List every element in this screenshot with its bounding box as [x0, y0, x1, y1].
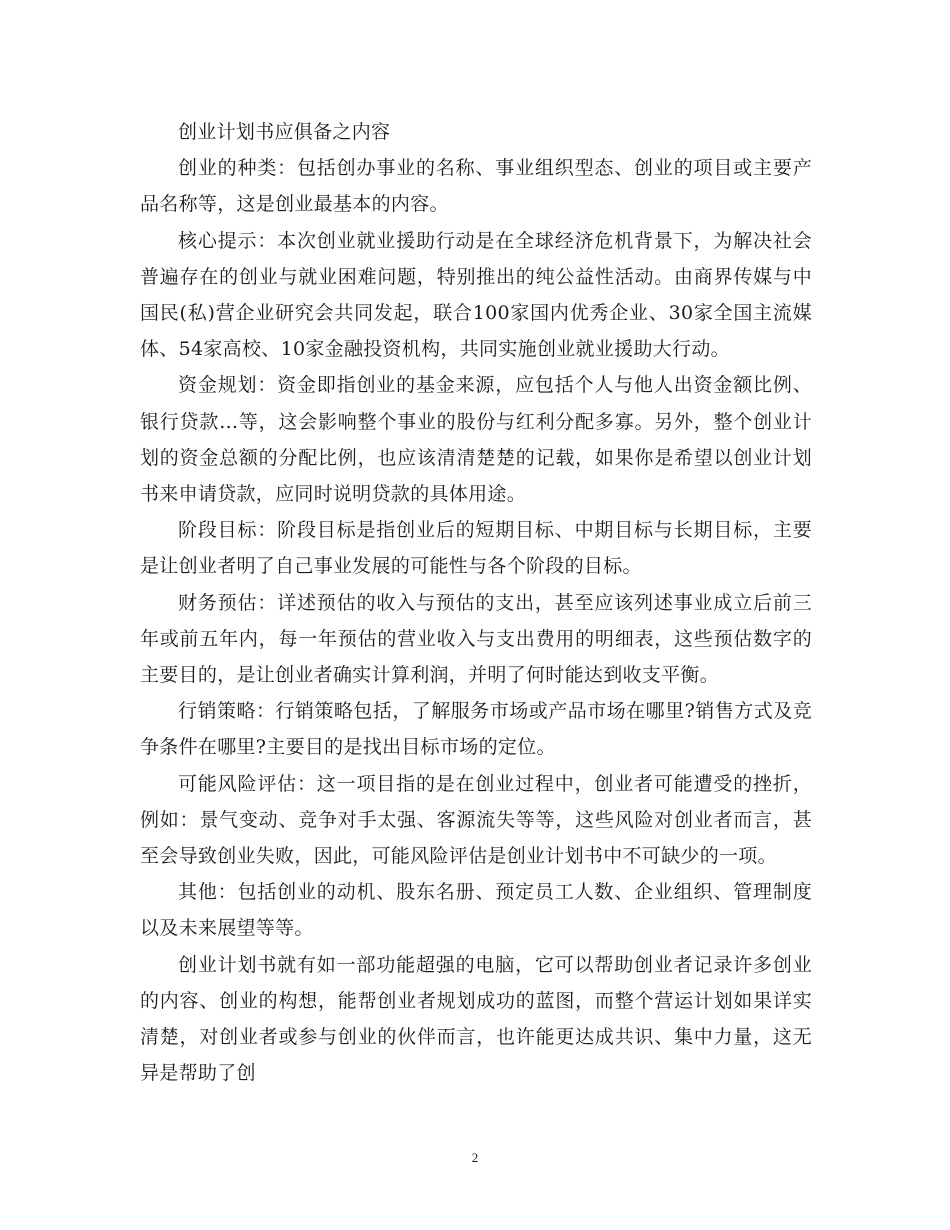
- paragraph-other: 其他：包括创业的动机、股东名册、预定员工人数、企业组织、管理制度以及未来展望等等。: [140, 881, 812, 940]
- paragraph-business-type: 创业的种类：包括创办事业的名称、事业组织型态、创业的项目或主要产品名称等，这是创业最基本的内容。: [140, 157, 812, 216]
- paragraph-risk-assessment: 可能风险评估：这一项目指的是在创业过程中，创业者可能遭受的挫折，例如：景气变动、竞争对手太强、客源流失等等，这些风险对创业者而言，甚至会导致创业失败，因此，可能风险评估是创业计划书中不可缺少的一项。: [140, 772, 812, 868]
- document-body: [140, 114, 812, 1091]
- paragraph-stage-goals: 阶段目标：阶段目标是指创业后的短期目标、中期目标与长期目标，主要是让创业者明了自己事业发展的可能性与各个阶段的目标。: [140, 519, 812, 578]
- paragraph-summary: 创业计划书就有如一部功能超强的电脑，它可以帮助创业者记录许多创业的内容、创业的构想，能帮创业者规划成功的蓝图，而整个营运计划如果详实清楚，对创业者或参与创业的伙伴而言，也许能更达成共识、集中力量，这无异是帮助了创: [140, 953, 812, 1085]
- page-number: 2: [471, 1150, 479, 1165]
- section-title: 创业计划书应俱备之内容: [178, 121, 391, 143]
- paragraph-financial-forecast: 财务预估：详述预估的收入与预估的支出，甚至应该列述事业成立后前三年或前五年内，每一年预估的营业收入与支出费用的明细表，这些预估数字的主要目的，是让创业者确实计算利润，并明了何时能达到收支平衡。: [140, 591, 812, 687]
- paragraph-marketing-strategy: 行销策略：行销策略包括，了解服务市场或产品市场在哪里?销售方式及竞争条件在哪里?主要目的是找出目标市场的定位。: [140, 700, 812, 759]
- paragraph-core-tip: 核心提示：本次创业就业援助行动是在全球经济危机背景下，为解决社会普遍存在的创业与就业困难问题，特别推出的纯公益性活动。由商界传媒与中国民(私)营企业研究会共同发起，联合100家国内优秀企业、30家全国主流媒体、54家高校、10家金融投资机构，共同实施创业就业援助大行动。: [140, 229, 812, 361]
- paragraph-funding-plan: 资金规划：资金即指创业的基金来源，应包括个人与他人出资金额比例、银行贷款…等，这会影响整个事业的股份与红利分配多寡。另外，整个创业计划的资金总额的分配比例，也应该清清楚楚的记载，如果你是希望以创业计划书来申请贷款，应同时说明贷款的具体用途。: [140, 374, 812, 506]
